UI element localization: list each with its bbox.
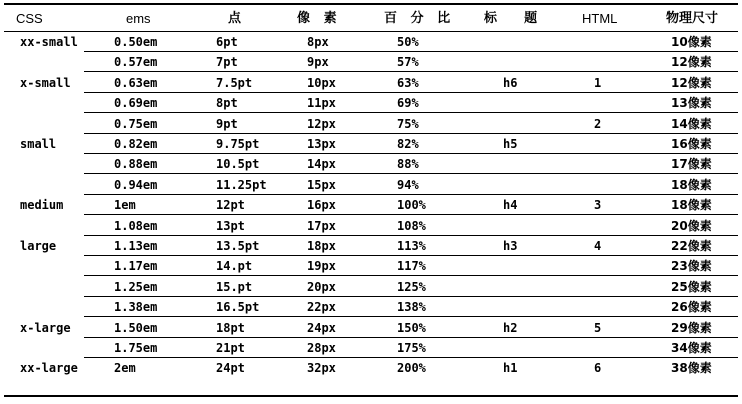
- cell-css-keyword: xx-large: [20, 361, 78, 376]
- cell-physical-size: 10像素: [671, 35, 712, 49]
- table-row: [4, 175, 738, 195]
- cell-physical-size: 25像素: [671, 279, 712, 294]
- cell-percent: 50%: [397, 35, 419, 49]
- cell-pixels: 24px: [307, 320, 336, 335]
- cell-ems: 1.50em: [114, 320, 158, 335]
- cell-points: 6pt: [216, 35, 238, 49]
- cell-html-size: 6: [594, 361, 602, 376]
- cell-points: 16.5pt: [216, 300, 260, 315]
- table-row: [4, 154, 738, 174]
- table-row: [4, 358, 738, 378]
- table-row: [4, 32, 738, 52]
- cell-points: 18pt: [216, 320, 245, 335]
- cell-html-size: 3: [594, 198, 602, 213]
- cell-ems: 1.38em: [114, 300, 158, 315]
- cell-ems: 0.75em: [114, 116, 158, 131]
- table-row: [4, 236, 738, 256]
- cell-percent: 57%: [397, 55, 419, 70]
- cell-heading: h4: [503, 198, 518, 213]
- table-bottom-rule: [4, 395, 738, 397]
- cell-points: 24pt: [216, 361, 245, 376]
- cell-physical-size: 13像素: [671, 96, 712, 111]
- cell-percent: 117%: [397, 259, 426, 274]
- font-size-table: [4, 3, 738, 397]
- cell-pixels: 22px: [307, 300, 336, 315]
- cell-html-size: 1: [594, 75, 602, 90]
- cell-points: 13.5pt: [216, 239, 260, 253]
- cell-css-keyword: medium: [20, 198, 64, 213]
- table-row: [4, 73, 738, 93]
- cell-points: 8pt: [216, 96, 238, 111]
- cell-points: 7pt: [216, 55, 238, 70]
- cell-html-size: 2: [594, 116, 602, 131]
- cell-physical-size: 20像素: [671, 218, 712, 233]
- header-css: CSS: [16, 11, 43, 26]
- cell-physical-size: 12像素: [671, 55, 712, 70]
- cell-percent: 150%: [397, 320, 426, 335]
- cell-physical-size: 16像素: [671, 137, 712, 151]
- cell-pixels: 10px: [307, 75, 336, 90]
- cell-pixels: 8px: [307, 35, 329, 49]
- cell-pixels: 18px: [307, 239, 336, 253]
- cell-percent: 82%: [397, 137, 419, 151]
- cell-pixels: 32px: [307, 361, 336, 376]
- table-row: [4, 277, 738, 297]
- cell-pixels: 11px: [307, 96, 336, 111]
- cell-physical-size: 17像素: [671, 157, 712, 172]
- table-row: [4, 93, 738, 113]
- table-row: [4, 338, 738, 358]
- cell-ems: 2em: [114, 361, 136, 376]
- cell-physical-size: 18像素: [671, 198, 712, 213]
- cell-heading: h1: [503, 361, 518, 376]
- header-html: HTML: [582, 11, 618, 26]
- cell-pixels: 28px: [307, 341, 336, 355]
- cell-percent: 113%: [397, 239, 426, 253]
- table-row: [4, 52, 738, 72]
- cell-pixels: 17px: [307, 218, 336, 233]
- cell-pixels: 12px: [307, 116, 336, 131]
- cell-ems: 0.69em: [114, 96, 158, 111]
- cell-css-keyword: xx-small: [20, 35, 78, 49]
- cell-ems: 0.57em: [114, 55, 158, 70]
- cell-pixels: 19px: [307, 259, 336, 274]
- cell-percent: 88%: [397, 157, 419, 172]
- cell-css-keyword: large: [20, 239, 57, 253]
- cell-pixels: 15px: [307, 177, 336, 192]
- cell-ems: 0.82em: [114, 137, 158, 151]
- cell-percent: 138%: [397, 300, 426, 315]
- cell-points: 9.75pt: [216, 137, 260, 151]
- table-row: [4, 134, 738, 154]
- cell-points: 21pt: [216, 341, 245, 355]
- table-row: [4, 318, 738, 338]
- cell-ems: 1.17em: [114, 259, 158, 274]
- cell-ems: 1.08em: [114, 218, 158, 233]
- cell-pixels: 14px: [307, 157, 336, 172]
- cell-percent: 94%: [397, 177, 419, 192]
- cell-percent: 200%: [397, 361, 426, 376]
- cell-points: 15.pt: [216, 279, 253, 294]
- cell-percent: 108%: [397, 218, 426, 233]
- cell-ems: 1em: [114, 198, 136, 213]
- cell-heading: h2: [503, 320, 518, 335]
- cell-points: 10.5pt: [216, 157, 260, 172]
- header-points: 点: [228, 11, 242, 26]
- cell-html-size: 4: [594, 239, 602, 253]
- cell-pixels: 13px: [307, 137, 336, 151]
- cell-points: 9pt: [216, 116, 238, 131]
- cell-heading: h6: [503, 75, 518, 90]
- table-row: [4, 216, 738, 236]
- table-top-rule: [4, 3, 738, 5]
- header-percent: 百 分 比: [384, 11, 451, 26]
- cell-points: 14.pt: [216, 259, 253, 274]
- header-heading: 标 题: [484, 11, 538, 26]
- cell-physical-size: 18像素: [671, 177, 712, 192]
- cell-pixels: 9px: [307, 55, 329, 70]
- cell-percent: 175%: [397, 341, 426, 355]
- cell-html-size: 5: [594, 320, 602, 335]
- table-row: [4, 114, 738, 134]
- cell-ems: 0.88em: [114, 157, 158, 172]
- table-row: [4, 195, 738, 215]
- table-row: [4, 297, 738, 317]
- cell-points: 11.25pt: [216, 177, 267, 192]
- cell-points: 13pt: [216, 218, 245, 233]
- cell-pixels: 16px: [307, 198, 336, 213]
- cell-physical-size: 34像素: [671, 341, 712, 355]
- cell-ems: 0.50em: [114, 35, 158, 49]
- cell-physical-size: 38像素: [671, 361, 712, 376]
- cell-physical-size: 29像素: [671, 320, 712, 335]
- cell-physical-size: 23像素: [671, 259, 712, 274]
- cell-physical-size: 22像素: [671, 239, 712, 253]
- cell-percent: 75%: [397, 116, 419, 131]
- cell-ems: 1.13em: [114, 239, 158, 253]
- cell-css-keyword: small: [20, 137, 57, 151]
- cell-css-keyword: x-small: [20, 75, 71, 90]
- header-pixels: 像 素: [297, 11, 337, 26]
- cell-ems: 1.25em: [114, 279, 158, 294]
- cell-heading: h3: [503, 239, 518, 253]
- cell-ems: 0.94em: [114, 177, 158, 192]
- cell-points: 12pt: [216, 198, 245, 213]
- cell-pixels: 20px: [307, 279, 336, 294]
- cell-physical-size: 26像素: [671, 300, 712, 315]
- cell-percent: 100%: [397, 198, 426, 213]
- cell-points: 7.5pt: [216, 75, 253, 90]
- header-physical-size: 物理尺寸: [666, 11, 719, 26]
- cell-css-keyword: x-large: [20, 320, 71, 335]
- table-row: [4, 256, 738, 276]
- header-ems: ems: [126, 11, 151, 26]
- cell-percent: 69%: [397, 96, 419, 111]
- cell-heading: h5: [503, 137, 518, 151]
- cell-percent: 63%: [397, 75, 419, 90]
- cell-ems: 0.63em: [114, 75, 158, 90]
- cell-ems: 1.75em: [114, 341, 158, 355]
- cell-physical-size: 12像素: [671, 75, 712, 90]
- cell-percent: 125%: [397, 279, 426, 294]
- cell-physical-size: 14像素: [671, 116, 712, 131]
